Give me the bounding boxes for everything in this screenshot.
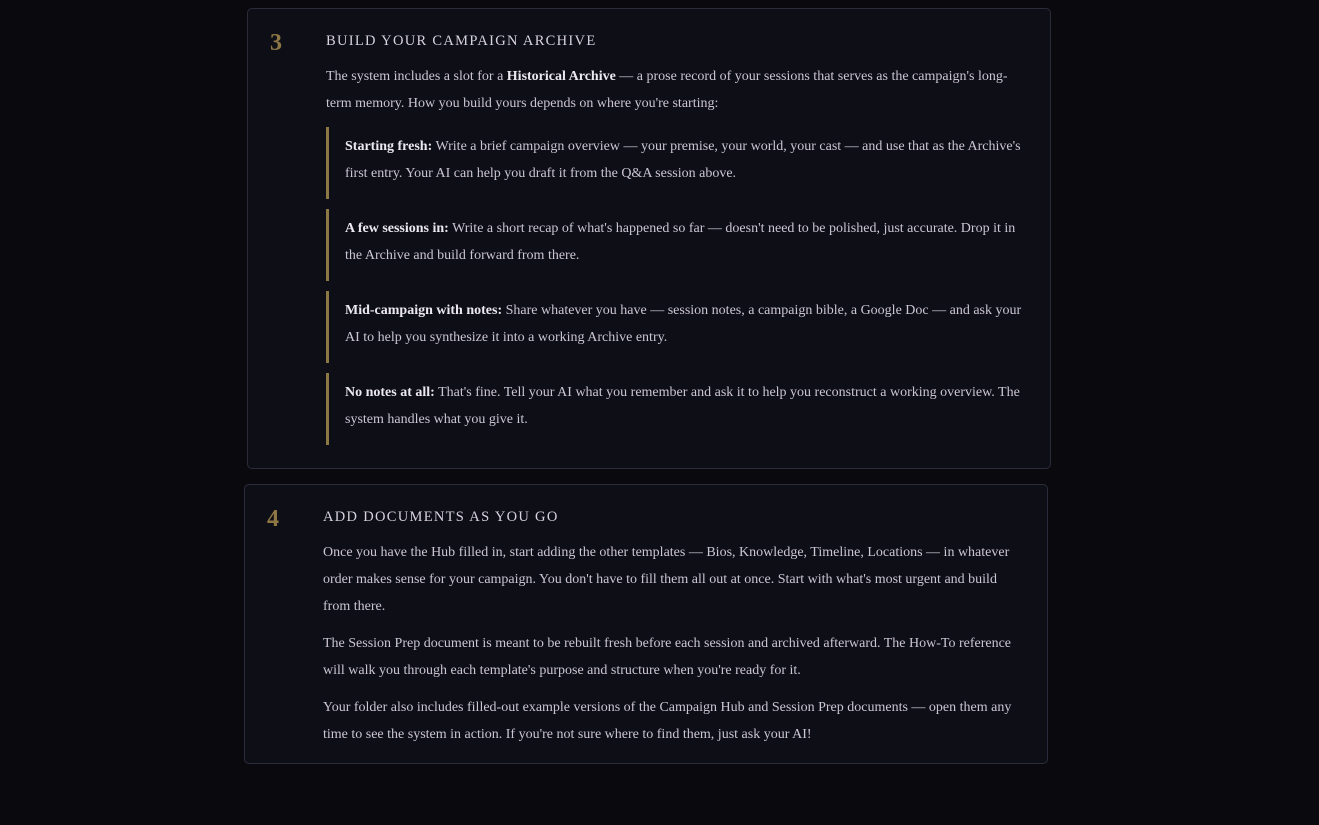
step-paragraph: The Session Prep document is meant to be rebuilt fresh before each session and archived afterward. The How-To reference will walk you through each template's purpose and structure when you're ready for it. [323, 636, 1012, 678]
callout-mid-campaign [326, 291, 1028, 363]
step-title: BUILD YOUR CAMPAIGN ARCHIVE [326, 33, 597, 49]
callout-body: Write a brief campaign overview — your premise, your world, your cast — and use that as the Archive's first entry. Your AI can help you draft it from the Q&A session above. [345, 139, 1021, 181]
step-title: ADD DOCUMENTS AS YOU GO [323, 509, 559, 525]
intro-bold-term: Historical Archive [506, 69, 616, 84]
callout-text [345, 297, 1028, 351]
step-intro [326, 63, 1028, 117]
callout-body: Share whatever you have — session notes, a campaign bible, a Google Doc — and ask your AI to help you synthesize it into a working Archive entry. [345, 303, 1022, 345]
step-card-build-archive [247, 8, 1051, 469]
step-body [326, 31, 1028, 455]
step-body [323, 507, 1025, 758]
callout-starting-fresh [326, 127, 1028, 199]
step-number: 3 [270, 30, 282, 56]
callout-body: That's fine. Tell your AI what you remember and ask it to help you reconstruct a working overview. The system handles what you give it. [345, 385, 1020, 427]
callout-body: Write a short recap of what's happened so far — doesn't need to be polished, just accurate. Drop it in the Archive and build forward from there. [345, 221, 1016, 263]
callout-few-sessions [326, 209, 1028, 281]
callout-label: A few sessions in: [345, 221, 449, 236]
intro-text-pre: The system includes a slot for a [326, 69, 507, 84]
callout-text [345, 215, 1028, 269]
callout-text [345, 133, 1028, 187]
callout-label: Mid-campaign with notes: [345, 303, 503, 318]
step-paragraph: Once you have the Hub filled in, start adding the other templates — Bios, Knowledge, Timeline, Locations — in whatever order makes sense for your campaign. You don't have to fill them all out at once. Start with what's most urgent and build from there. [323, 545, 1010, 614]
intro-text-post: — a prose record of your sessions that serves as the campaign's long-term memory. How you build yours depends on where you're starting: [326, 69, 1008, 111]
step-number: 4 [267, 506, 279, 532]
callout-label: Starting fresh: [345, 139, 433, 154]
callout-no-notes [326, 373, 1028, 445]
step-paragraph: Your folder also includes filled-out example versions of the Campaign Hub and Session Prep documents — open them any time to see the system in action. If you're not sure where to find them, just ask your AI! [323, 700, 1012, 742]
callout-label: No notes at all: [345, 385, 435, 400]
callout-text [345, 379, 1028, 433]
step-card-add-documents [244, 484, 1048, 764]
